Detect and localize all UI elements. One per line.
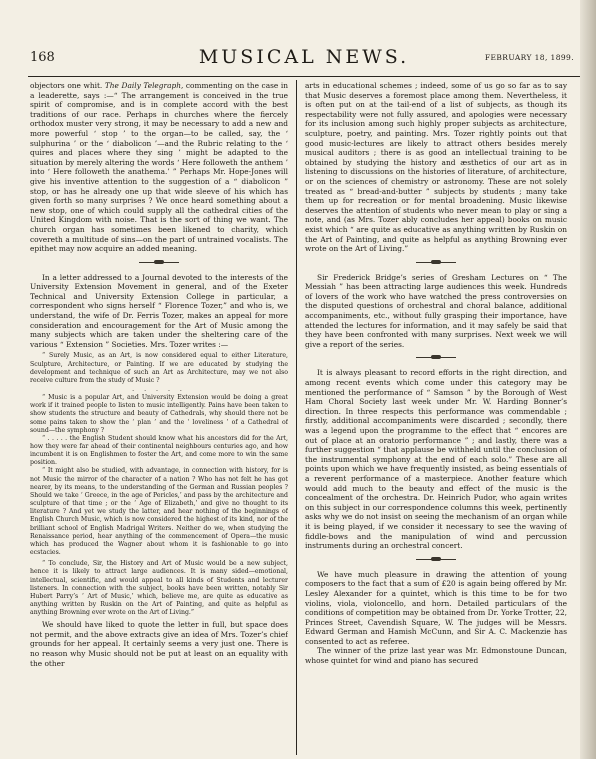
section-separator	[416, 556, 456, 562]
section-separator	[416, 259, 456, 265]
paragraph-samson: It is always pleasant to record efforts in the right direction, and among recent events which come under this category may be mentioned the performance of “ Samson ” by the Borough of West Ham Choral Society last week under Mr. W. Harding Bonner’s direction. In three respects this performance was commendable ; firstly, additional accompaniments were discarded ; secondly, there was a legend upon the programme to the effect that “ encores are out of place at an oratorio performance ” ; and lastly, there was a further suggestion “ that applause be withheld until the conclusion of the instrumental symphony at the end of each solo.” These are all points upon which we have frequently insisted, as being essentials of a reverent performance of a masterpiece. Another feature which would add much to the beauty and effect of the music is the concealment of the orchestra. Dr. Heinrich Pudor, who again writes on this subject in our correspondence columns this week, pertinently asks why we do not insist on seeing the mechanism of an organ while it is being played, if we consider it necessary to see the waving of fiddle-bows and the manipulation of wind and percussion instruments during an orchestral concert.	[305, 368, 567, 551]
paragraph-gresham: Sir Frederick Bridge’s series of Gresham Lectures on “ The Messiah ” has been attracting large audiences this week. Hundreds of lovers of the work who have watched the press controversies on the disputed questions of orchestral and choral balance, additional accompaniments, etc., without fully grasping their importance, have attended the lectures for information, and it may safely be said that they have been confronted with many surprises. Next week we will give a report of the series.	[305, 272, 567, 349]
column-divider	[296, 80, 297, 755]
issue-date: FEBRUARY 18, 1899.	[484, 53, 574, 62]
paragraph-conclusion: We should have liked to quote the letter in full, but space does not permit, and the above extracts give an idea of Mrs. Tozer’s chief grounds for her appeal. It certainly seems a very just one. There is no reason why Music should not be put at least on an equality with the other	[30, 620, 288, 668]
section-separator	[139, 259, 179, 265]
paragraph-tozer-intro: In a letter addressed to a Journal devoted to the interests of the University Extension Movement in general, and of the Exeter Technical and University Extension College in particular, a correspondent who signs herself “ Florence Tozer,” and who is, we understand, the wife of Dr. Ferris Tozer, makes an appeal for more consideration and encouragement for the Art of Music among the many subjects which are taken under the sheltering care of the various “ Extension ” Societies. Mrs. Tozer writes :—	[30, 272, 288, 349]
newspaper-name: The Daily Telegraph	[104, 81, 181, 90]
quote-paragraph: “ To conclude, Sir, the History and Art of Music would be a new subject, hence it is likely to attract large audiences. It is many sided—emotional, intellectual, scientific, and would appeal to all kinds of Students and lecturer listeners. In connection with the subject, books have been written, notably Sir Hubert Parry’s ‘ Art of Music,’ which, believe me, are quite as educative as anything written by Ruskin on the Art of Painting, and quite as helpful as anything Browning ever wrote on the Art of Living.”	[30, 560, 288, 617]
header-rule	[28, 76, 580, 77]
quote-paragraph: “ It might also be studied, with advantage, in connection with history, for is not Music the mirror of the character of a nation ? Who has not felt he has got nearer, by its means, to the understanding of the German and Russian peoples ? Should we take ‘ Greece, in the age of Pericles,’ and pass by the architecture and sculpture of that time ; or the ‘ Age of Elizabeth,’ and give no thought to its literature ? And yet we study the latter, and hear nothing of the beginnings of English Church Music, which is now considered the highest of its kind, nor of the brilliant school of English Madrigal Writers. Neither do we, when studying the Renaissance period, hear anything of the commencement of Opera—the music which has produced the Wagner about whom it is fashionable to go into ecstacies.	[30, 467, 288, 557]
right-column	[305, 81, 567, 755]
page-spine-shadow	[580, 0, 596, 759]
section-separator	[416, 354, 456, 360]
left-column	[30, 81, 288, 755]
paragraph-telegraph: objectors one whit. The Daily Telegraph, commenting on the case in a leaderette, says :—“ The arrangement is conceived in the true spirit of compromise, and is in complete accord with the best traditions of our race. Perhaps in churches where the fiercely orthodox muster very strong, it may be necessary to add a new and more powerful ‘ stop ’ to the organ—to be called, say, the ‘ sulphurina ’ or the ‘ diabolicon ’—and the Rubric relating to the ‘ quires and places where they sing ’ might be adapted to the situation by merely altering the words ‘ Here followeth the anthem ’ into ‘ Here followeth the anathema.’ ” Perhaps Mr. Hope-Jones will give his inventive attention to the suggestion of a “ diabolicon ” stop, or has he already one up that wide sleeve of his which has given forth so many surprises ? We once heard something about a new stop, one of which could supply all the cathedral cities of the United Kingdom with noise. That is the sort of thing we want. The church organ has sometimes been likened to charity, which covereth a multitude of sins—on the part of untrained vocalists. The epithet may now acquire an added meaning.	[30, 81, 288, 254]
paragraph-winner: The winner of the prize last year was Mr. Edmonstoune Duncan, whose quintet for wind and piano has secured	[305, 646, 567, 666]
masthead-title: MUSICAL NEWS.	[198, 46, 410, 68]
paragraph-arts: arts in educational schemes ; indeed, some of us go so far as to say that Music deserves a foremost place among them. Nevertheless, it is often put on at the tail-end of a list of subjects, as though its respectability were not fully assured, and apologies were necessary for its inclusion among such highly proper subjects as architecture, sculpture, poetry, and painting. Mrs. Tozer rightly points out that good music-lectures are likely to attract others besides merely musical auditors ; there is as good an intellectual training to be obtained by studying the history and æsthetics of our art as in listening to discussions on the histories of literature, of architecture, or on the sciences of chemistry or astronomy. These are not solely treated as “ bread-and-butter ” subjects by students ; many take them up for recreation or for mental broadening. Music likewise deserves the attention of students who never mean to play or sing a note, and (as Mrs. Tozer ably concludes her appeal) books on music exist which “ are quite as educative as anything written by Ruskin on the Art of Painting, and quite as helpful as anything Browning ever wrote on the Art of Living.”	[305, 81, 567, 254]
quote-paragraph: “ . . . . . the English Student should know what his ancestors did for the Art, how they were far ahead of their continental neighbours centuries ago, and how incumbent it is on Englishmen to foster the Art, and come more to win the same position.	[30, 434, 288, 467]
page-header	[30, 46, 578, 68]
page-number: 168	[30, 50, 55, 65]
ellipsis-divider: . . . . .	[132, 386, 186, 394]
quote-paragraph: “ Surely Music, as an Art, is now considered equal to either Literature, Sculpture, Architecture, or Painting. If we are educated by studying the development and technique of such an Art as Architecture, may we not also receive culture from the study of Music ?	[30, 352, 288, 384]
quote-paragraph: “ Music is a popular Art, and University Extension would be doing a great work if it trained people to listen to music intelligently. Pains have been taken to show students the structure and beauty of Cathedrals, why should there not be some pains taken to show the ‘ plan ’ and the ‘ loveliness ’ of a Cathedral of sound—the symphony ?	[30, 394, 288, 434]
paragraph-quintet: We have much pleasure in drawing the attention of young composers to the fact that a sum of £20 is again being offered by Mr. Lesley Alexander for a quintet, which is this time to be for two violins, viola, violoncello, and horn. Detailed particulars of the conditions of competition may be obtained from Dr. Yorke Trotter, 22, Princes Street, Cavendish Square, W. The judges will be Messrs. Edward German and Hamish McCunn, and Sir A. C. Mackenzie has consented to act as referee.	[305, 569, 567, 646]
